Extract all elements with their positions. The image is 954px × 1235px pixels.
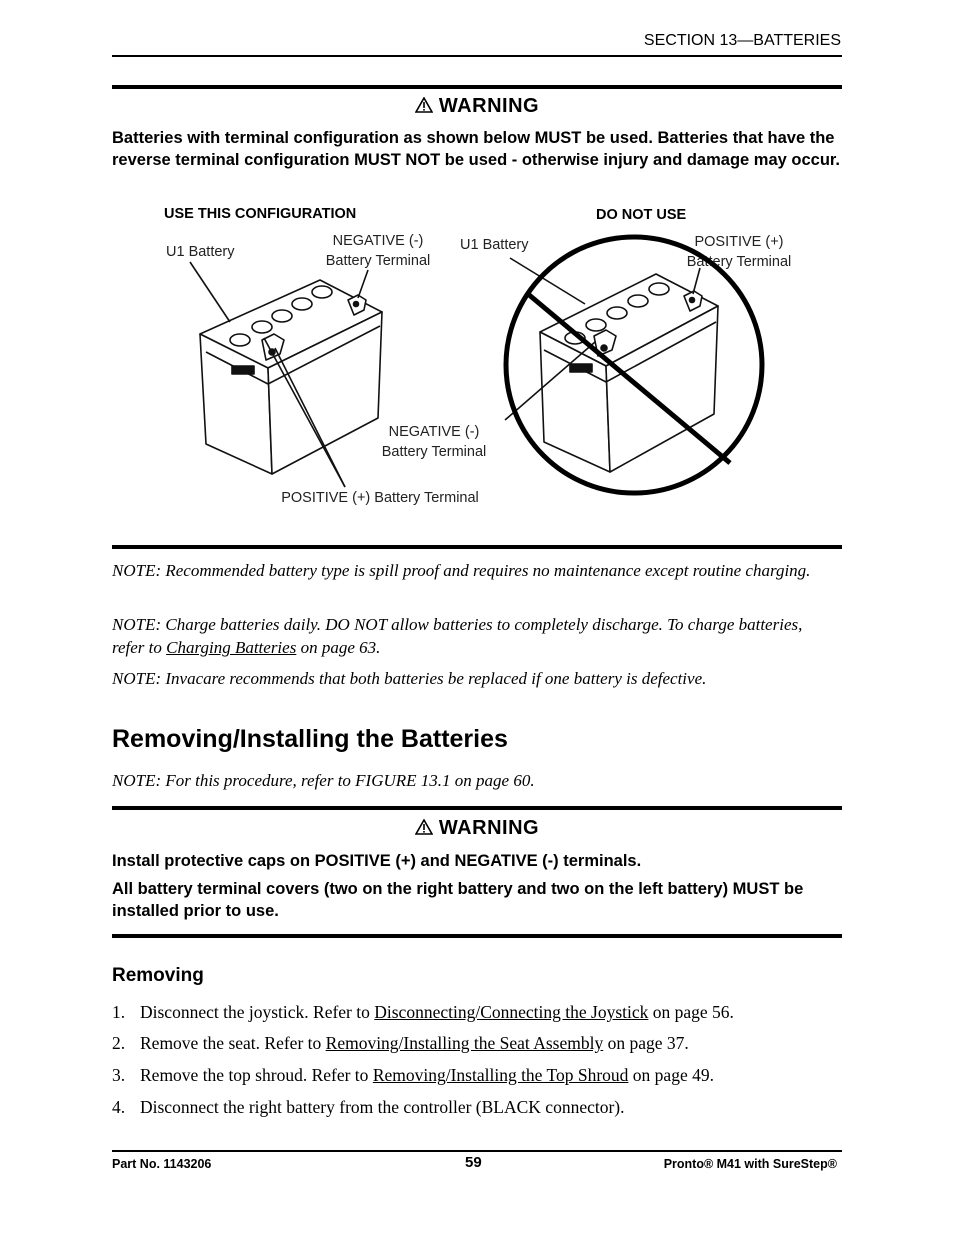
right-positive-line2: Battery Terminal [686,254,792,270]
joystick-link[interactable]: Disconnecting/Connecting the Joystick [374,1002,649,1022]
figure-left-title: USE THIS CONFIGURATION [164,206,357,222]
step-page: on page 37. [603,1033,689,1053]
step-text: Disconnect the joystick. Refer to [140,1002,375,1022]
right-positive-line1: POSITIVE (+) [694,234,784,250]
page-title: Removing/Installing the Batteries [112,725,508,753]
footer-product: Pronto® M41 with SureStep® [663,1157,837,1171]
left-battery-label: U1 Battery [166,244,235,260]
note-charge-daily-page: on page 63. [296,638,381,657]
step-number: 2. [112,1033,126,1053]
step-text: Remove the top shroud. Refer to [140,1065,373,1085]
section-note: NOTE: For this procedure, refer to FIGURE 13.1 on page 60. [112,771,535,790]
left-negative-line2: Battery Terminal [325,253,431,269]
charging-batteries-link[interactable]: Charging Batteries [166,638,297,657]
top-shroud-link[interactable]: Removing/Installing the Top Shroud [372,1065,629,1085]
footer-page-number: 59 [465,1154,482,1171]
figure-right-title: DO NOT USE [596,207,687,223]
warning2-title [112,817,842,840]
step-text: Disconnect the right battery from the controller (BLACK connector). [140,1097,625,1117]
left-positive-label: POSITIVE (+) Battery Terminal [281,490,479,506]
warning1-title-text: WARNING [438,95,540,117]
right-battery-label: U1 Battery [460,237,529,253]
warning-triangle-icon [415,819,433,835]
right-negative-line1: NEGATIVE (-) [388,424,480,440]
warning1-bottom-rule [112,545,842,549]
warning2-line1: Install protective caps on POSITIVE (+) and NEGATIVE (-) terminals. [112,852,642,870]
step-page: on page 49. [628,1065,714,1085]
footer-rule [112,1150,842,1152]
note-charge-daily [112,613,832,659]
seat-assembly-link[interactable]: Removing/Installing the Seat Assembly [325,1033,604,1053]
battery-figure [0,0,954,560]
step-text: Remove the seat. Refer to [140,1033,326,1053]
footer-part-number: Part No. 1143206 [112,1157,212,1171]
note-replace-both: NOTE: Invacare recommends that both batteries be replaced if one battery is defective. [112,669,707,688]
step-number: 4. [112,1097,126,1117]
section-header: SECTION 13—BATTERIES [643,32,841,49]
left-battery-drawing [190,262,382,487]
warning2-bottom-rule [112,934,842,938]
step-number: 1. [112,1002,126,1022]
step-page: on page 56. [648,1002,734,1022]
warning2-line2: All battery terminal covers (two on the right battery and two on the left battery) MUST be installed prior to use. [112,880,804,920]
warning2-title-text: WARNING [438,817,540,839]
left-negative-line1: NEGATIVE (-) [332,233,424,249]
removing-heading: Removing [112,965,204,986]
warning2-top-rule [112,806,842,810]
warning1-text: Batteries with terminal configuration as shown below MUST be used. Batteries that have the reverse terminal configuration MUST NOT be used - otherwise injury and damage may occur. [112,129,841,169]
step-number: 3. [112,1065,126,1085]
right-negative-line2: Battery Terminal [381,444,487,460]
note-charge-daily-text: NOTE: Charge batteries daily. DO NOT allow batteries to completely discharge. To charge batteries, refer to [112,615,803,657]
note-spill-proof: NOTE: Recommended battery type is spill proof and requires no maintenance except routine charging. [112,561,811,580]
